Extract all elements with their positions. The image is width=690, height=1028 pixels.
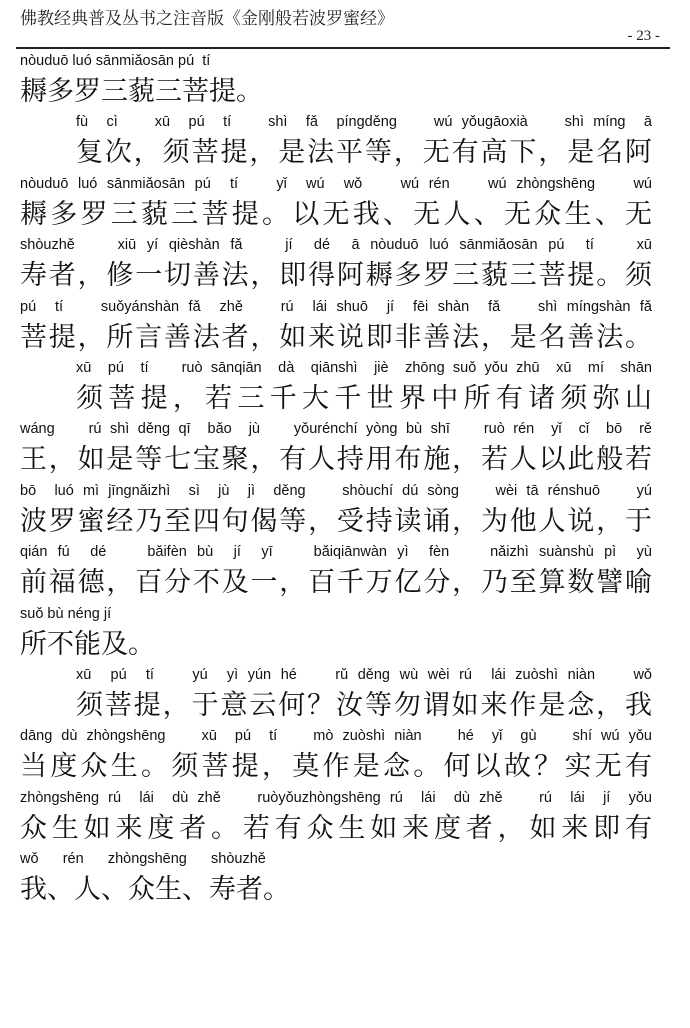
hanzi-line: 菩提，所言善法者，如来说即非善法，是名善法。 [20,321,652,353]
hanzi-line: 当度众生。须菩提，莫作是念。何以故？实无有 [20,751,652,783]
text-line [20,726,652,787]
text-line [20,542,652,603]
hanzi-line: 耨多罗三藐三菩提。以无我、无人、无众生、无 [20,198,652,230]
text-line [20,297,652,358]
text-line [20,112,652,173]
text-line [20,481,652,542]
text-line [20,235,652,296]
pinyin-line: xū pú tí ruò sānqiān dà qiānshì jiè zhōng suǒ yǒu zhū xū mí shān [76,359,652,376]
pinyin-line: fù cì xū pú tí shì fǎ píngděng wú yǒugāoxià shì míng ā [76,114,652,131]
hanzi-line: 所不能及。 [20,628,155,660]
page-number: - 23 - [627,28,660,44]
hanzi-line: 众生如来度者。若有众生如来度者，如来即有 [20,812,652,844]
text-line [20,849,652,910]
pinyin-line: nòuduō luó sānmiǎosān pú tí yǐ wú wǒ wú rén wú zhòngshēng wú [20,175,652,192]
pinyin-line: wǒ rén zhòngshēng shòuzhě [20,851,266,868]
pinyin-line: suǒ bù néng jí [20,605,112,622]
hanzi-line: 耨多罗三藐三菩提。 [20,76,263,107]
running-header: 佛教经典普及丛书之注音版《金刚般若波罗蜜经》 [20,9,394,29]
hanzi-line: 复次，须菩提，是法平等，无有高下，是名阿 [76,137,652,169]
pinyin-line: wáng rú shì děng qī bǎo jù yǒurénchí yòng bù shī ruò rén yǐ cǐ bō rě [20,421,652,438]
text-line [20,788,652,849]
hanzi-line: 我、人、众生、寿者。 [20,874,290,906]
pinyin-line: pú tí suǒyánshàn fǎ zhě rú lái shuō jí fēi shàn fǎ shì míngshàn fǎ [20,298,652,315]
pinyin-line: qián fú dé bǎifèn bù jí yī bǎiqiānwàn yì fèn nǎizhì suànshù pì yù [20,544,652,561]
pinyin-line: zhòngshēng rú lái dù zhě ruòyǒuzhòngshēng rú lái dù zhě rú lái jí yǒu [20,789,652,806]
pinyin-line: nòuduō luó sānmiǎosān pú tí [20,53,211,69]
text-line [20,419,652,480]
pinyin-line: shòuzhě xiū yí qièshàn fǎ jí dé ā nòuduō luó sānmiǎosān pú tí xū [20,237,652,254]
text-line [20,174,652,235]
scripture-text [20,51,652,910]
text-line [20,665,652,726]
hanzi-line: 须菩提，于意云何？汝等勿谓如来作是念，我 [76,689,652,721]
hanzi-line: 王，如是等七宝聚，有人持用布施，若人以此般若 [20,444,652,476]
text-line [20,604,652,665]
hanzi-line: 波罗蜜经乃至四句偈等，受持读诵，为他人说，于 [20,505,652,537]
hanzi-line: 须菩提，若三千大千世界中所有诸须弥山 [76,382,652,414]
header-rule [16,47,670,49]
pinyin-line: bō luó mì jīngnǎizhì sì jù jì děng shòuchí dú sòng wèi tā rénshuō yú [20,482,652,499]
pinyin-line: xū pú tí yú yì yún hé rǔ děng wù wèi rú lái zuòshì niàn wǒ [76,666,652,683]
text-line [20,51,652,112]
hanzi-line: 前福德，百分不及一，百千万亿分，乃至算数譬喻 [20,567,652,599]
hanzi-line: 寿者，修一切善法，即得阿耨多罗三藐三菩提。须 [20,260,652,292]
text-line [20,358,652,419]
pinyin-line: dāng dù zhòngshēng xū pú tí mò zuòshì niàn hé yǐ gù shí wú yǒu [20,728,652,745]
